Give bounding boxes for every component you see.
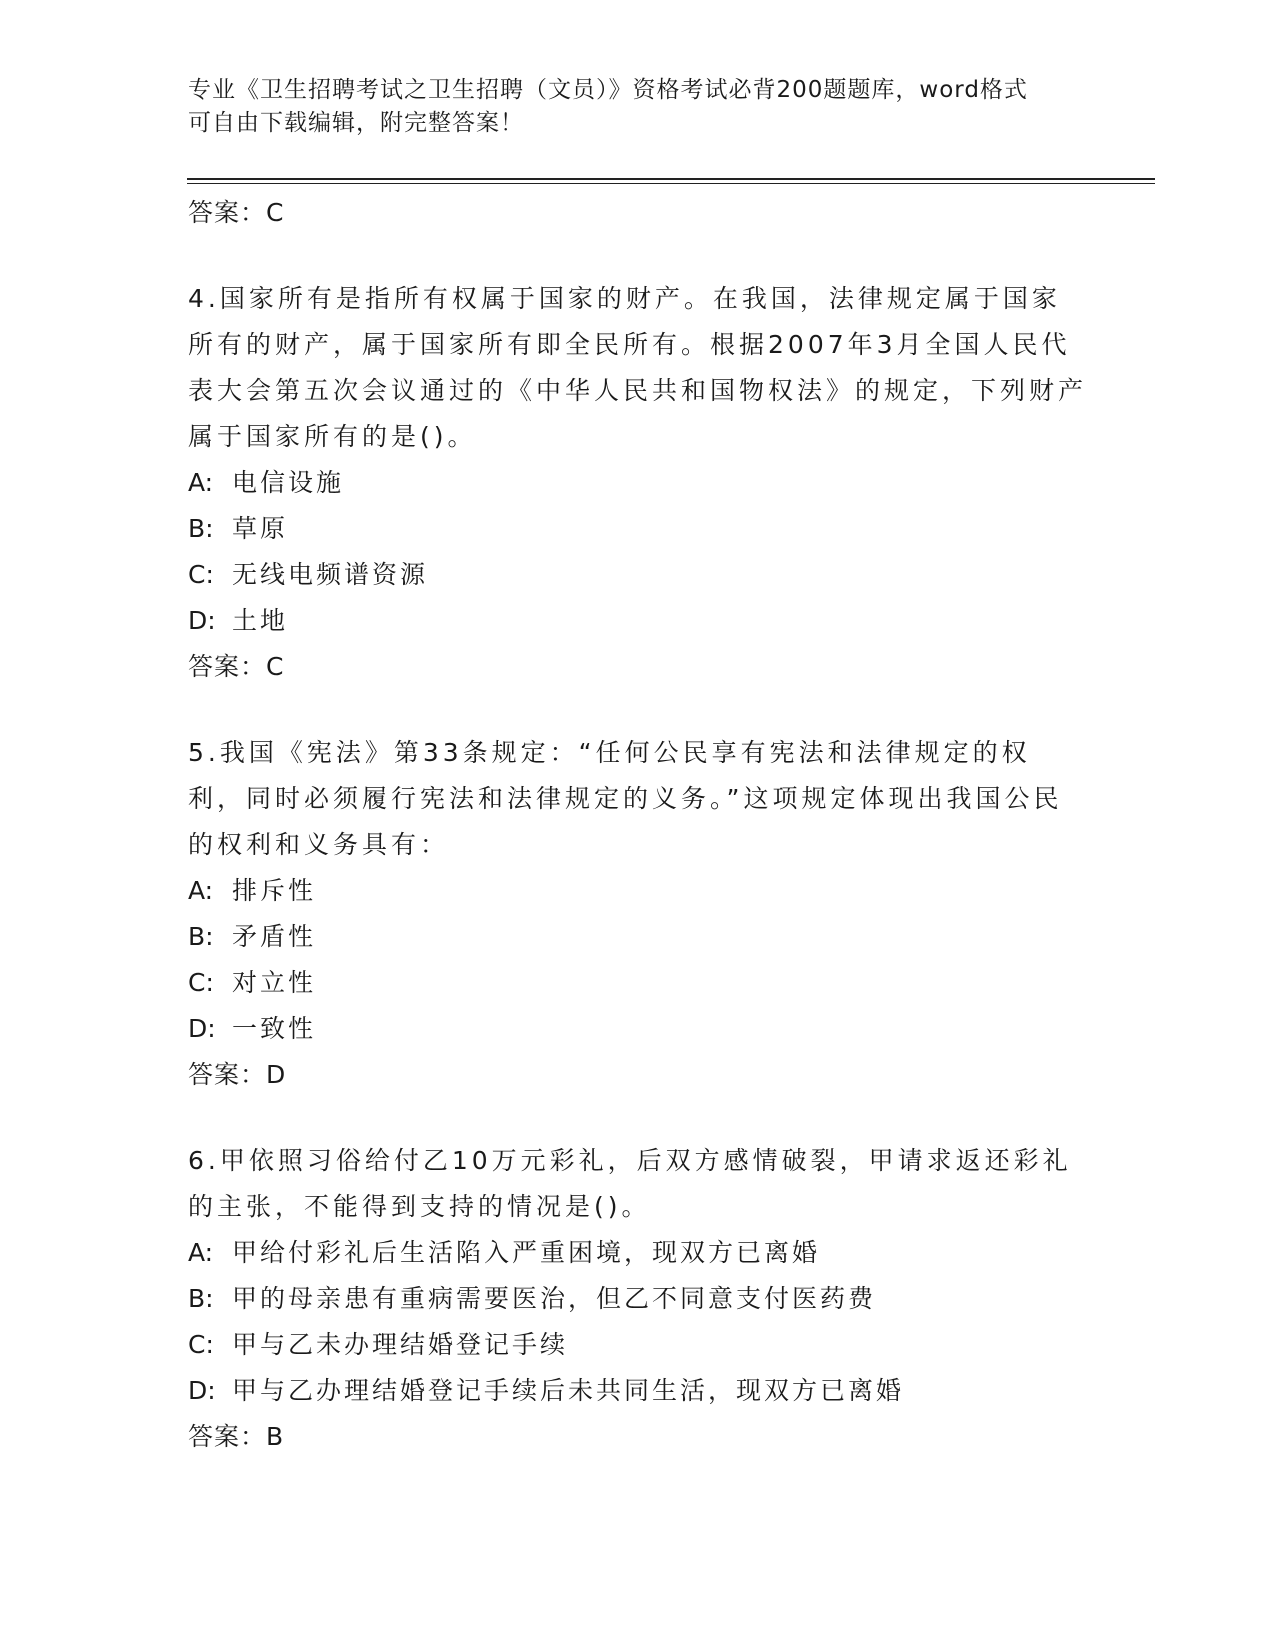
option-text: 无线电频谱资源: [232, 560, 429, 589]
option-letter: B:: [188, 514, 214, 543]
header-line-2: 可自由下载编辑，附完整答案！: [188, 110, 524, 136]
option-letter: C:: [188, 1330, 214, 1359]
option-letter: B:: [188, 922, 214, 951]
option-letter: A:: [188, 876, 214, 905]
header-divider-thin: [187, 183, 1155, 184]
answer-line: 答案：C: [188, 652, 285, 681]
option-letter: D:: [188, 606, 216, 635]
option-c: [188, 1322, 1088, 1368]
option-letter: C:: [188, 968, 214, 997]
option-a: [188, 460, 1088, 506]
option-text: 土地: [232, 606, 289, 635]
question-6: [188, 1138, 1088, 1460]
answer-line: 答案：C: [188, 198, 285, 227]
option-letter: A:: [188, 468, 214, 497]
option-text: 甲与乙未办理结婚登记手续: [232, 1330, 569, 1359]
option-b: [188, 1276, 1088, 1322]
option-text: 甲与乙办理结婚登记手续后未共同生活，现双方已离婚: [232, 1376, 905, 1405]
option-b: [188, 914, 1088, 960]
option-text: 甲给付彩礼后生活陷入严重困境，现双方已离婚: [232, 1238, 821, 1267]
option-letter: B:: [188, 1284, 214, 1313]
answer-line: 答案：B: [188, 1422, 285, 1451]
question-text: 4.国家所有是指所有权属于国家的财产。在我国，法律规定属于国家所有的财产，属于国家所有即全民所有。根据2007年3月全国人民代表大会第五次会议通过的《中华人民共和国物权法》的规定，下列财产属于国家所有的是()。: [188, 284, 1088, 451]
option-text: 电信设施: [232, 468, 345, 497]
option-d: [188, 598, 1088, 644]
option-text: 甲的母亲患有重病需要医治，但乙不同意支付医药费: [232, 1284, 877, 1313]
header-divider-thick: [187, 178, 1155, 180]
option-b: [188, 506, 1088, 552]
option-text: 草原: [232, 514, 289, 543]
option-d: [188, 1006, 1088, 1052]
option-a: [188, 868, 1088, 914]
question-text: 6.甲依照习俗给付乙10万元彩礼，后双方感情破裂，甲请求返还彩礼的主张，不能得到支持的情况是()。: [188, 1146, 1072, 1221]
option-text: 一致性: [232, 1014, 317, 1043]
question-5: [188, 730, 1088, 1098]
document-body: [188, 190, 1088, 1500]
document-header: [188, 74, 1068, 140]
header-line-1: 专业《卫生招聘考试之卫生招聘（文员）》资格考试必背200题题库，word格式: [188, 77, 1028, 103]
question-4: [188, 276, 1088, 690]
option-letter: C:: [188, 560, 214, 589]
answer-line: 答案：D: [188, 1060, 287, 1089]
option-c: [188, 552, 1088, 598]
option-letter: D:: [188, 1014, 216, 1043]
option-text: 排斥性: [232, 876, 317, 905]
option-letter: A:: [188, 1238, 214, 1267]
option-text: 矛盾性: [232, 922, 317, 951]
question-text: 5.我国《宪法》第33条规定：“任何公民享有宪法和法律规定的权利，同时必须履行宪法和法律规定的义务。”这项规定体现出我国公民的权利和义务具有：: [188, 738, 1063, 859]
option-d: [188, 1368, 1088, 1414]
option-c: [188, 960, 1088, 1006]
option-a: [188, 1230, 1088, 1276]
option-letter: D:: [188, 1376, 216, 1405]
option-text: 对立性: [232, 968, 317, 997]
